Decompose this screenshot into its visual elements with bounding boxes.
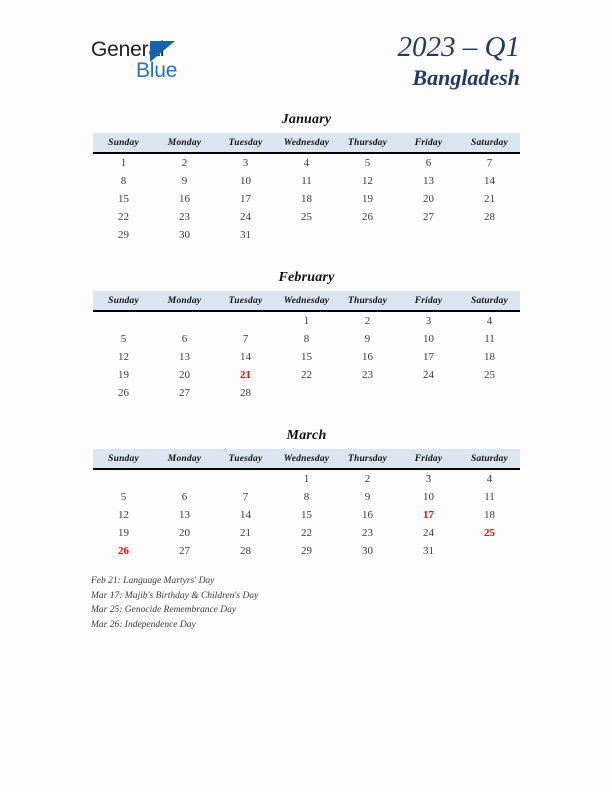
day-cell[interactable]: 7	[242, 333, 249, 345]
day-cell[interactable]: 25	[301, 211, 312, 223]
week-row	[93, 348, 520, 366]
weekday-header-tuesday: Tuesday	[215, 291, 276, 311]
day-cell[interactable]: 22	[118, 211, 129, 223]
day-cell[interactable]: 14	[240, 509, 251, 521]
day-cell[interactable]: 13	[179, 351, 190, 363]
title-block	[398, 30, 520, 92]
day-cell[interactable]: 29	[118, 229, 129, 241]
day-cell[interactable]: 13	[423, 175, 434, 187]
day-cell-empty	[93, 469, 154, 488]
weekday-header-tuesday: Tuesday	[215, 133, 276, 153]
weekday-header-thursday: Thursday	[337, 133, 398, 153]
day-cell-holiday[interactable]: 26	[118, 545, 129, 557]
day-cell[interactable]: 27	[179, 545, 190, 557]
day-cell-holiday[interactable]: 17	[423, 509, 434, 521]
day-cell[interactable]: 15	[118, 193, 129, 205]
day-cell[interactable]: 18	[301, 193, 312, 205]
weekday-header-row	[93, 133, 520, 153]
week-row	[93, 488, 520, 506]
day-cell[interactable]: 12	[118, 351, 129, 363]
day-cell[interactable]: 28	[484, 211, 495, 223]
day-cell-empty	[398, 384, 459, 402]
weekday-header-friday: Friday	[398, 133, 459, 153]
weekday-header-thursday: Thursday	[337, 291, 398, 311]
day-cell[interactable]: 30	[179, 229, 190, 241]
weekday-header-saturday: Saturday	[459, 291, 520, 311]
calendar-table	[93, 449, 520, 560]
day-cell[interactable]: 3	[425, 315, 432, 327]
month-title: March	[286, 428, 327, 443]
day-cell[interactable]: 8	[303, 333, 310, 345]
day-cell[interactable]: 4	[303, 157, 310, 169]
day-cell[interactable]: 21	[484, 193, 495, 205]
day-cell[interactable]: 12	[118, 509, 129, 521]
day-cell[interactable]: 20	[179, 527, 190, 539]
general-blue-logo	[91, 38, 291, 90]
day-cell[interactable]: 4	[486, 473, 493, 485]
weekday-header-sunday: Sunday	[93, 291, 154, 311]
day-cell-empty	[398, 226, 459, 244]
day-cell[interactable]: 24	[423, 369, 434, 381]
month-block	[93, 112, 520, 244]
page-title: 2023 – Q1	[397, 31, 520, 63]
day-cell[interactable]: 5	[120, 333, 127, 345]
weekday-header-wednesday: Wednesday	[276, 291, 337, 311]
day-cell[interactable]: 18	[484, 351, 495, 363]
weekday-header-row	[93, 291, 520, 311]
month-title: January	[281, 112, 332, 127]
week-row	[93, 506, 520, 524]
day-cell[interactable]: 7	[486, 157, 493, 169]
day-cell[interactable]: 23	[179, 211, 190, 223]
day-cell[interactable]: 8	[303, 491, 310, 503]
day-cell[interactable]: 4	[486, 315, 493, 327]
weekday-header-friday: Friday	[398, 291, 459, 311]
week-row	[93, 330, 520, 348]
day-cell[interactable]: 23	[362, 527, 373, 539]
weekday-header-row	[93, 449, 520, 469]
month-block	[93, 428, 520, 560]
weekday-header-sunday: Sunday	[93, 449, 154, 469]
day-cell[interactable]: 19	[118, 527, 129, 539]
day-cell[interactable]: 20	[179, 369, 190, 381]
day-cell[interactable]: 14	[240, 351, 251, 363]
day-cell[interactable]: 30	[362, 545, 373, 557]
day-cell[interactable]: 20	[423, 193, 434, 205]
page-header	[0, 30, 612, 100]
day-cell[interactable]: 5	[120, 491, 127, 503]
weekday-header-saturday: Saturday	[459, 449, 520, 469]
day-cell[interactable]: 16	[362, 351, 373, 363]
day-cell[interactable]: 16	[362, 509, 373, 521]
month-block	[93, 270, 520, 402]
week-row	[93, 311, 520, 330]
day-cell[interactable]: 23	[362, 369, 373, 381]
day-cell[interactable]: 17	[240, 193, 251, 205]
day-cell-empty	[337, 384, 398, 402]
day-cell[interactable]: 17	[423, 351, 434, 363]
day-cell-empty	[459, 384, 520, 402]
weekday-header-tuesday: Tuesday	[215, 449, 276, 469]
weekday-header-monday: Monday	[154, 449, 215, 469]
day-cell[interactable]: 27	[423, 211, 434, 223]
day-cell[interactable]: 7	[242, 491, 249, 503]
day-cell[interactable]: 6	[425, 157, 432, 169]
day-cell[interactable]: 22	[301, 527, 312, 539]
day-cell[interactable]: 28	[240, 545, 251, 557]
weekday-header-monday: Monday	[154, 133, 215, 153]
day-cell[interactable]: 19	[362, 193, 373, 205]
day-cell[interactable]: 24	[423, 527, 434, 539]
week-row	[93, 226, 520, 244]
day-cell[interactable]: 26	[118, 387, 129, 399]
day-cell[interactable]: 31	[240, 229, 251, 241]
holiday-note-line: Mar 17: Mujib's Birthday & Children's Day	[91, 590, 259, 601]
day-cell-empty	[215, 311, 276, 330]
week-row	[93, 190, 520, 208]
day-cell[interactable]: 9	[181, 175, 188, 187]
day-cell-empty	[276, 384, 337, 402]
week-row	[93, 542, 520, 560]
weekday-header-wednesday: Wednesday	[276, 133, 337, 153]
day-cell[interactable]: 1	[303, 473, 310, 485]
day-cell[interactable]: 28	[240, 387, 251, 399]
day-cell-empty	[459, 226, 520, 244]
day-cell[interactable]: 6	[181, 491, 188, 503]
day-cell[interactable]: 11	[484, 333, 495, 345]
day-cell[interactable]: 31	[423, 545, 434, 557]
calendar-table	[93, 291, 520, 402]
day-cell[interactable]: 16	[179, 193, 190, 205]
logo-text-blue: Blue	[136, 59, 178, 82]
day-cell[interactable]: 14	[484, 175, 495, 187]
page-subtitle: Bangladesh	[412, 65, 520, 90]
week-row	[93, 524, 520, 542]
day-cell[interactable]: 10	[423, 491, 434, 503]
day-cell[interactable]: 27	[179, 387, 190, 399]
day-cell-empty	[93, 311, 154, 330]
day-cell[interactable]: 24	[240, 211, 251, 223]
day-cell[interactable]: 9	[364, 333, 371, 345]
week-row	[93, 153, 520, 172]
day-cell-holiday[interactable]: 25	[484, 527, 495, 539]
calendar-table	[93, 133, 520, 244]
day-cell-empty	[276, 226, 337, 244]
weekday-header-thursday: Thursday	[337, 449, 398, 469]
day-cell-holiday[interactable]: 21	[240, 369, 251, 381]
day-cell[interactable]: 5	[364, 157, 371, 169]
logo-text-general: General	[91, 38, 165, 61]
holiday-notes	[91, 574, 521, 632]
day-cell[interactable]: 10	[423, 333, 434, 345]
weekday-header-sunday: Sunday	[93, 133, 154, 153]
day-cell[interactable]: 18	[484, 509, 495, 521]
month-title: February	[278, 270, 335, 285]
day-cell[interactable]: 1	[303, 315, 310, 327]
day-cell[interactable]: 25	[484, 369, 495, 381]
day-cell-empty	[215, 469, 276, 488]
day-cell[interactable]: 1	[120, 157, 127, 169]
holiday-note-line: Mar 25: Genocide Remembrance Day	[91, 605, 237, 615]
day-cell-empty	[459, 542, 520, 560]
week-row	[93, 469, 520, 488]
day-cell[interactable]: 29	[301, 545, 312, 557]
weekday-header-wednesday: Wednesday	[276, 449, 337, 469]
week-row	[93, 366, 520, 384]
day-cell[interactable]: 8	[120, 175, 127, 187]
day-cell[interactable]: 19	[118, 369, 129, 381]
day-cell[interactable]: 6	[181, 333, 188, 345]
day-cell[interactable]: 2	[364, 473, 371, 485]
day-cell[interactable]: 15	[301, 509, 312, 521]
day-cell-empty	[154, 469, 215, 488]
day-cell[interactable]: 15	[301, 351, 312, 363]
day-cell-empty	[337, 226, 398, 244]
day-cell[interactable]: 12	[362, 175, 373, 187]
day-cell[interactable]: 3	[242, 157, 249, 169]
day-cell[interactable]: 11	[301, 175, 312, 187]
months-container	[93, 112, 520, 586]
day-cell[interactable]: 13	[179, 509, 190, 521]
holiday-note-line: Mar 26: Independence Day	[91, 619, 196, 630]
weekday-header-friday: Friday	[398, 449, 459, 469]
holiday-note-line: Feb 21: Language Martyrs' Day	[91, 576, 215, 586]
day-cell[interactable]: 11	[484, 491, 495, 503]
day-cell[interactable]: 2	[181, 157, 188, 169]
week-row	[93, 172, 520, 190]
day-cell[interactable]: 3	[425, 473, 432, 485]
day-cell[interactable]: 9	[364, 491, 371, 503]
week-row	[93, 384, 520, 402]
day-cell-empty	[154, 311, 215, 330]
day-cell[interactable]: 21	[240, 527, 251, 539]
weekday-header-saturday: Saturday	[459, 133, 520, 153]
day-cell[interactable]: 26	[362, 211, 373, 223]
day-cell[interactable]: 10	[240, 175, 251, 187]
day-cell[interactable]: 22	[301, 369, 312, 381]
week-row	[93, 208, 520, 226]
weekday-header-monday: Monday	[154, 291, 215, 311]
day-cell[interactable]: 2	[364, 315, 371, 327]
